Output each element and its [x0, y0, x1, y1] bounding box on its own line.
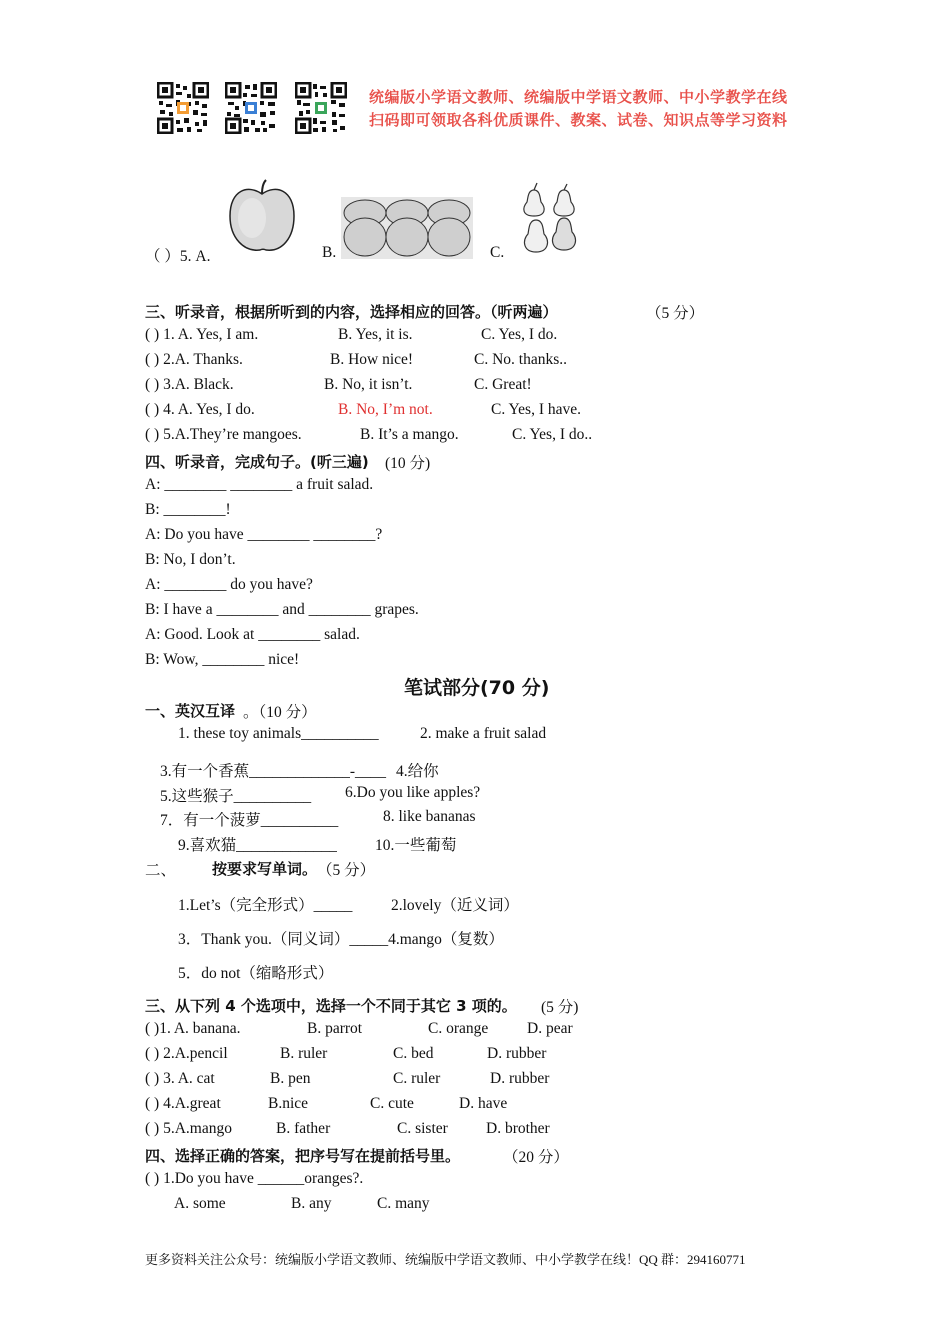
w3-row-3-num: ( ) 3. A. cat: [145, 1070, 215, 1087]
s3-row-2-b: B. How nice!: [330, 351, 414, 368]
w3-row-2-num: ( ) 2.A.pencil: [145, 1045, 228, 1062]
w3-title: 三、从下列 4 个选项中，选择一个不同于其它 3 项的。: [145, 997, 517, 1015]
w3-row-2-b: B. ruler: [280, 1045, 328, 1062]
w4-option-a: A. some: [174, 1195, 226, 1212]
w3-row-2-d: D. rubber: [487, 1045, 547, 1062]
w2-line-1a: 1.Let’s（完全形式）_____: [178, 897, 353, 914]
w3-score: (5 分): [541, 999, 579, 1016]
w3-row-2-c: C. bed: [393, 1045, 434, 1062]
s3-row-4-c: C. Yes, I have.: [491, 401, 581, 418]
w1-item-7: 7．有一个菠萝__________: [160, 812, 339, 829]
s4-line-4: B: No, I don’t.: [145, 551, 236, 568]
s3-row-1-b: B. Yes, it is.: [338, 326, 413, 343]
s3-score: （5 分）: [646, 305, 705, 322]
s3-row-5-b: B. It’s a mango.: [360, 426, 459, 443]
w1-item-5: 5.这些猴子__________: [160, 788, 312, 805]
s3-row-2-c: C. No. thanks..: [474, 351, 567, 368]
s3-row-3-b: B. No, it isn’t.: [324, 376, 413, 393]
w1-title: 一、英汉互译: [145, 702, 236, 720]
w4-question-1: ( ) 1.Do you have ______oranges?.: [145, 1170, 364, 1187]
w1-item-3: 3.有一个香蕉_____________-____: [160, 763, 387, 780]
s3-row-5-c: C. Yes, I do..: [512, 426, 593, 443]
w1-score: 。（10 分）: [243, 704, 317, 721]
w3-row-1-c: C. orange: [428, 1020, 489, 1037]
qr-code-1: [157, 82, 209, 134]
s3-row-2-num: ( ) 2.A. Thanks.: [145, 351, 243, 368]
w3-row-1-num: ( )1. A. banana.: [145, 1020, 241, 1037]
q5-number: （ ）5. A.: [145, 248, 211, 265]
s3-row-1-c: C. Yes, I do.: [481, 326, 558, 343]
w3-row-4-b: B.nice: [268, 1095, 309, 1112]
pears-image: [518, 182, 582, 254]
s3-row-5-num: ( ) 5.A.They’re mangoes.: [145, 426, 302, 443]
w3-row-4-num: ( ) 4.A.great: [145, 1095, 221, 1112]
q5-option-c: C.: [490, 244, 505, 261]
s3-title: 三、听录音，根据所听到的内容，选择相应的回答。（听两遍）: [145, 303, 558, 321]
w1-item-9: 9.喜欢猫_____________: [178, 837, 337, 854]
s4-line-5: A: ________ do you have?: [145, 576, 313, 593]
s4-line-2: B: ________!: [145, 501, 231, 518]
w2-title: 按要求写单词。: [212, 860, 318, 878]
plates-image: [341, 197, 473, 259]
q5-option-b: B.: [322, 244, 337, 261]
s3-row-4-num: ( ) 4. A. Yes, I do.: [145, 401, 255, 418]
w3-row-5-b: B. father: [276, 1120, 331, 1137]
w3-row-4-d: D. have: [459, 1095, 508, 1112]
w4-option-c: C. many: [377, 1195, 430, 1212]
w3-row-1-b: B. parrot: [307, 1020, 363, 1037]
w2-line-2: 3．Thank you.（同义词）_____4.mango（复数）: [178, 931, 504, 948]
w3-row-1-d: D. pear: [527, 1020, 573, 1037]
s4-line-1: A: ________ ________ a fruit salad.: [145, 476, 374, 493]
w3-row-4-c: C. cute: [370, 1095, 414, 1112]
header-line-2: 扫码即可领取各科优质课件、教案、试卷、知识点等学习资料: [369, 111, 788, 129]
footer-note: 更多资料关注公众号：统编版小学语文教师、统编版中学语文教师、中小学教学在线！QQ 群：294160771: [145, 1252, 746, 1267]
w3-row-5-c: C. sister: [397, 1120, 448, 1137]
s4-line-8: B: Wow, ________ nice!: [145, 651, 300, 668]
w4-score: （20 分）: [503, 1149, 569, 1166]
w1-item-8: 8. like bananas: [383, 808, 476, 825]
header-line-1: 统编版小学语文教师、统编版中学语文教师、中小学教学在线: [369, 88, 788, 106]
w3-row-5-d: D. brother: [486, 1120, 550, 1137]
w3-row-3-d: D. rubber: [490, 1070, 550, 1087]
w1-item-1: 1. these toy animals__________: [178, 725, 379, 742]
w1-item-6: 6.Do you like apples?: [345, 784, 481, 801]
s3-row-1-num: ( ) 1. A. Yes, I am.: [145, 326, 259, 343]
w1-item-2: 2. make a fruit salad: [420, 725, 547, 742]
w3-row-5-num: ( ) 5.A.mango: [145, 1120, 232, 1137]
w2-line-1b: 2.lovely（近义词）: [391, 897, 519, 914]
s4-title: 四、听录音，完成句子。(听三遍): [145, 453, 369, 471]
s3-row-3-num: ( ) 3.A. Black.: [145, 376, 234, 393]
w1-item-10: 10.一些葡萄: [375, 837, 457, 854]
s3-row-3-c: C. Great!: [474, 376, 532, 393]
written-part-title: 笔试部分(70 分): [404, 677, 550, 699]
w4-title: 四、选择正确的答案，把序号写在提前括号里。: [145, 1147, 461, 1165]
w4-option-b: B. any: [291, 1195, 332, 1212]
qr-code-2: [225, 82, 277, 134]
s4-line-6: B: I have a ________ and ________ grapes.: [145, 601, 419, 618]
s4-line-3: A: Do you have ________ ________?: [145, 526, 383, 543]
s3-row-4-b: B. No, I’m not.: [338, 401, 433, 418]
s4-line-7: A: Good. Look at ________ salad.: [145, 626, 360, 643]
s4-score: (10 分): [385, 455, 431, 472]
w2-number: 二、: [145, 862, 177, 879]
w3-row-3-b: B. pen: [270, 1070, 311, 1087]
w1-item-4: 4.给你: [396, 763, 439, 780]
w2-line-3: 5．do not（缩略形式）: [178, 965, 334, 982]
w3-row-3-c: C. ruler: [393, 1070, 441, 1087]
w2-score: （5 分）: [317, 862, 376, 879]
apple-image: [226, 178, 298, 254]
qr-code-3: [295, 82, 347, 134]
